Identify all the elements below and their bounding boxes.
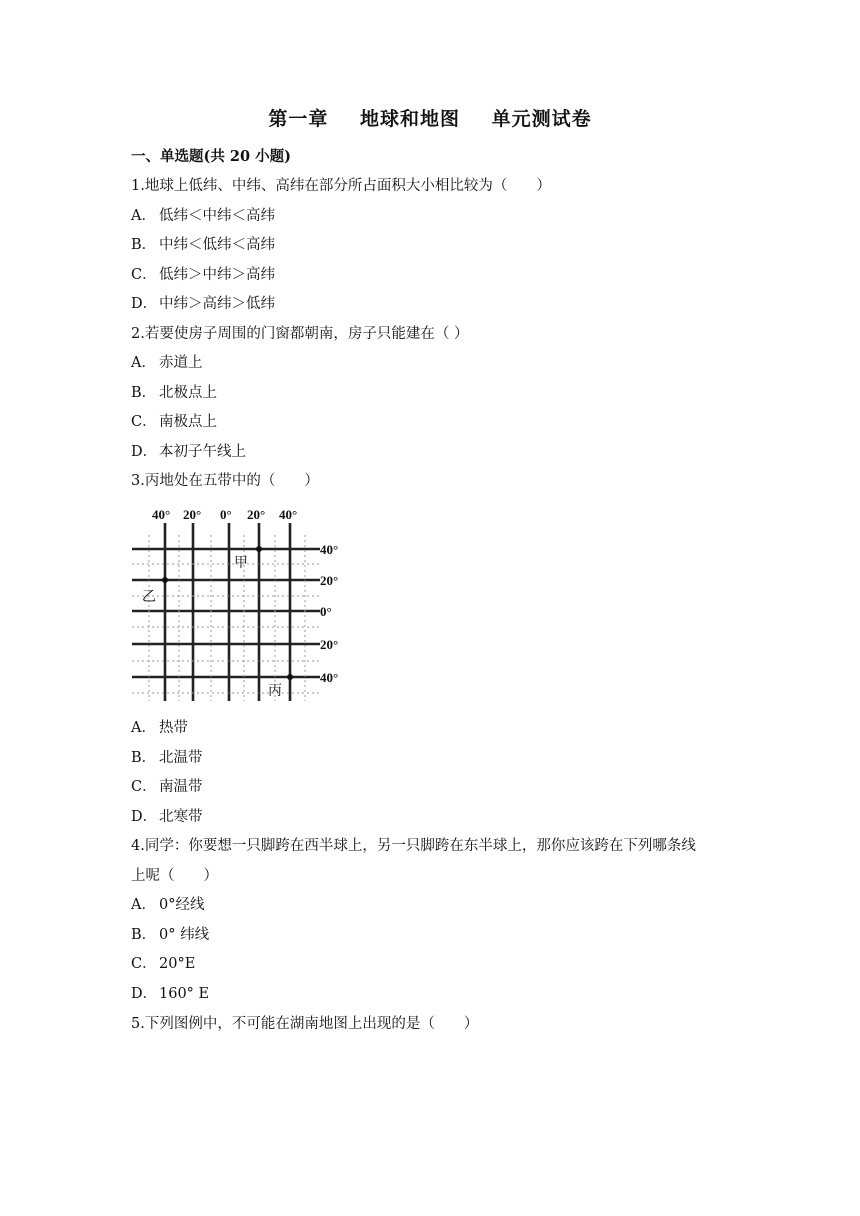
- option-letter: D．: [131, 986, 158, 1002]
- question-1-stem: 1.地球上低纬、中纬、高纬在部分所占面积大小相比较为（ ）: [131, 178, 551, 194]
- q2-option-a[interactable]: [131, 351, 203, 372]
- lat-label: 40°: [320, 542, 339, 557]
- question-2-stem: 2.若要使房子周围的门窗都朝南，房子只能建在（ ）: [131, 326, 469, 342]
- question-4-stem: 4.同学：你要想一只脚跨在西半球上，另一只脚跨在东半球上，那你应该跨在下列哪条线: [131, 838, 696, 854]
- lon-label: 0°: [220, 507, 232, 522]
- q3-option-b[interactable]: [131, 746, 203, 767]
- option-text: 160° E: [159, 986, 210, 1002]
- option-letter: A．: [131, 897, 156, 913]
- option-letter: D．: [131, 296, 158, 312]
- option-letter: C．: [131, 267, 157, 283]
- page-title: [0, 104, 860, 131]
- point-jia-marker: [256, 546, 262, 552]
- option-text: 热带: [159, 720, 188, 736]
- option-text: 北极点上: [159, 385, 217, 401]
- q3-option-a[interactable]: [131, 716, 188, 737]
- lat-label: 40°: [320, 670, 339, 685]
- lon-label: 20°: [247, 507, 266, 522]
- point-bing-label: 丙: [268, 683, 282, 699]
- q2-option-b[interactable]: [131, 381, 217, 402]
- lon-label: 40°: [279, 507, 298, 522]
- q4-option-c[interactable]: [131, 952, 195, 973]
- option-letter: C．: [131, 414, 157, 430]
- lat-label: 0°: [320, 604, 332, 619]
- option-text: 中纬＞高纬＞低纬: [159, 296, 275, 312]
- question-5-stem: 5.下列图例中，不可能在湖南地图上出现的是（ ）: [131, 1016, 479, 1032]
- option-text: 赤道上: [159, 355, 203, 371]
- title-test: 单元测试卷: [491, 108, 592, 130]
- option-text: 中纬＜低纬＜高纬: [159, 237, 275, 253]
- q1-option-a[interactable]: [131, 204, 275, 225]
- q1-option-d[interactable]: [131, 292, 275, 313]
- q2-option-d[interactable]: [131, 440, 246, 461]
- point-yi-marker: [162, 577, 168, 583]
- q4-option-a[interactable]: [131, 893, 204, 914]
- option-text: 20°E: [159, 956, 196, 972]
- option-text: 北寒带: [159, 809, 203, 825]
- q4-option-d[interactable]: [131, 982, 209, 1003]
- section-heading: 一、单选题(共 20 小题): [131, 148, 291, 165]
- option-letter: C．: [131, 779, 157, 795]
- point-yi-label: 乙: [142, 589, 156, 605]
- q1-option-b[interactable]: [131, 233, 275, 254]
- option-letter: D．: [131, 444, 158, 460]
- lon-label: 40°: [152, 507, 171, 522]
- q1-option-c[interactable]: [131, 263, 275, 284]
- q4-option-b[interactable]: [131, 923, 209, 944]
- option-text: 0°经线: [159, 897, 205, 913]
- option-text: 本初子午线上: [159, 444, 246, 460]
- option-letter: A．: [131, 208, 156, 224]
- q2-option-c[interactable]: [131, 410, 217, 431]
- q3-option-d[interactable]: [131, 805, 203, 826]
- option-text: 南温带: [159, 779, 203, 795]
- point-jia-label: 甲: [234, 555, 248, 571]
- option-letter: D．: [131, 809, 158, 825]
- title-topic: 地球和地图: [359, 108, 460, 130]
- option-text: 南极点上: [159, 414, 217, 430]
- q3-option-c[interactable]: [131, 775, 203, 796]
- lat-lon-grid-figure: [130, 505, 348, 705]
- option-letter: C．: [131, 956, 157, 972]
- option-text: 低纬＞中纬＞高纬: [159, 267, 275, 283]
- title-chapter: 第一章: [268, 108, 329, 130]
- option-text: 北温带: [159, 750, 203, 766]
- question-4-stem-cont: 上呢（ ）: [131, 868, 218, 884]
- point-bing-marker: [287, 674, 293, 680]
- option-letter: B．: [131, 385, 157, 401]
- option-letter: B．: [131, 237, 157, 253]
- lon-label: 20°: [183, 507, 202, 522]
- option-text: 低纬＜中纬＜高纬: [159, 208, 275, 224]
- lat-label: 20°: [320, 637, 339, 652]
- option-letter: A．: [131, 355, 156, 371]
- option-letter: B．: [131, 750, 157, 766]
- lat-label: 20°: [320, 573, 339, 588]
- option-letter: A．: [131, 720, 156, 736]
- option-text: 0° 纬线: [159, 927, 210, 943]
- question-3-stem: 3.丙地处在五带中的（ ）: [131, 473, 319, 489]
- option-letter: B．: [131, 927, 157, 943]
